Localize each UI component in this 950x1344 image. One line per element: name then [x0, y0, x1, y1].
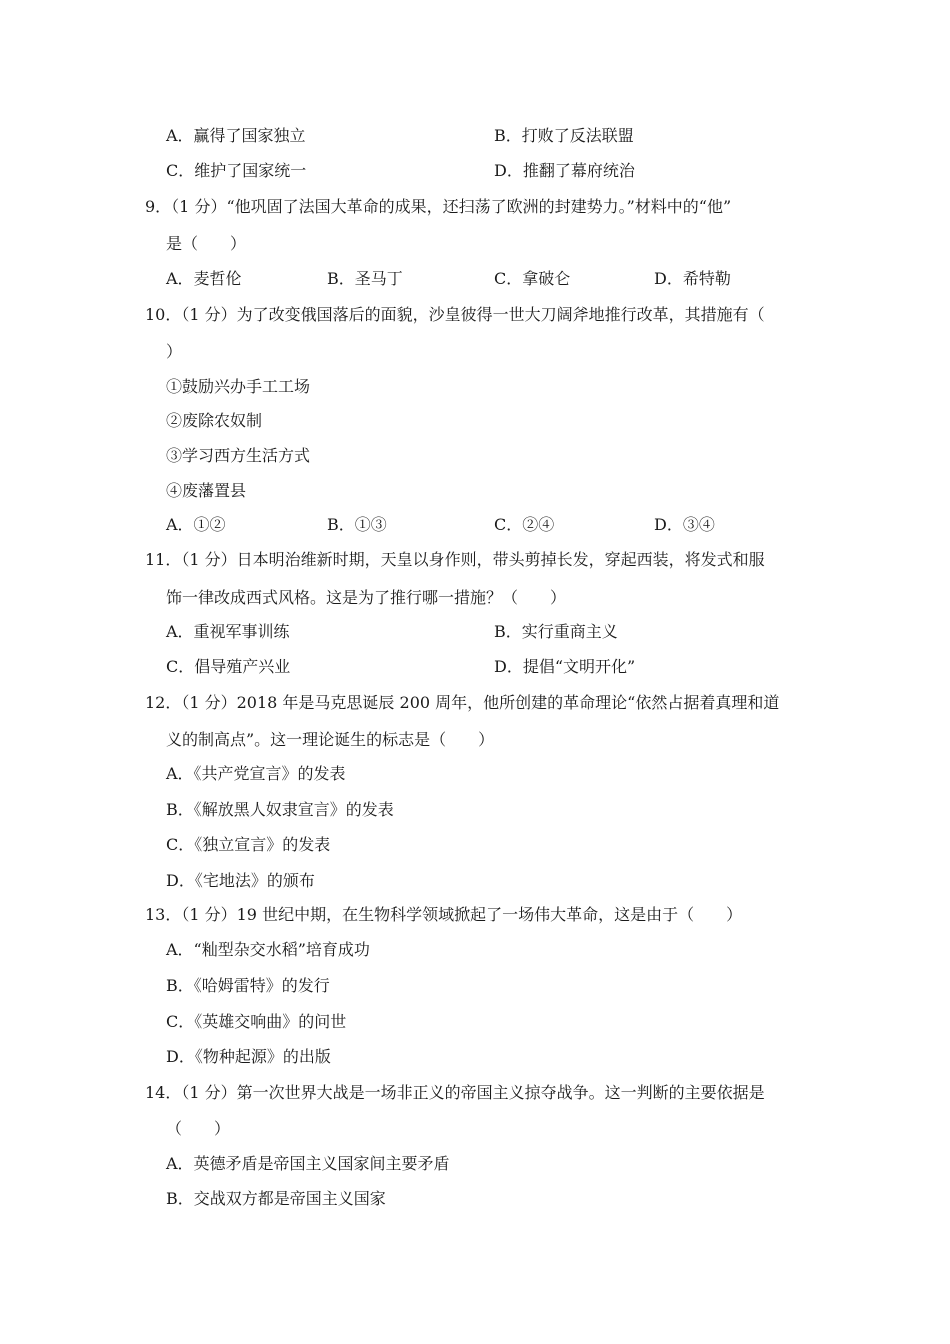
q12-option-b: B．《解放黑人奴隶宣言》的发表	[166, 800, 394, 819]
q12-stem: 12．（1 分）2018 年是马克思诞辰 200 周年，他所创建的革命理论“依然占据着真理和道	[145, 693, 780, 712]
q10-item-1: ①鼓励兴办手工工场	[166, 377, 311, 396]
q14-option-a: A．英德矛盾是帝国主义国家间主要矛盾	[166, 1154, 450, 1173]
q14-stem-cont: （ ）	[166, 1119, 231, 1138]
q10-item-2: ②废除农奴制	[166, 411, 263, 430]
q11-stem-cont: 饰一律改成西式风格。这是为了推行哪一措施？（ ）	[166, 588, 567, 607]
q14-stem: 14．（1 分）第一次世界大战是一场非正义的帝国主义掠夺战争。这一判断的主要依据是	[145, 1083, 765, 1102]
q10-stem-cont: ）	[166, 342, 183, 361]
q9-option-d: D．希特勒	[654, 269, 731, 288]
q11-stem: 11．（1 分）日本明治维新时期，天皇以身作则，带头剪掉长发，穿起西装，将发式和服	[145, 550, 765, 569]
q8-option-c: C．维护了国家统一	[166, 161, 307, 180]
q8-option-d: D．推翻了幕府统治	[494, 161, 635, 180]
q10-stem: 10．（1 分）为了改变俄国落后的面貌，沙皇彼得一世大刀阔斧地推行改革，其措施有（	[145, 305, 765, 324]
q10-item-4: ④废藩置县	[166, 481, 247, 500]
q14-option-b: B．交战双方都是帝国主义国家	[166, 1189, 386, 1208]
q9-option-c: C．拿破仑	[494, 269, 571, 288]
q10-option-d: D．③④	[654, 515, 715, 534]
q10-option-c: C．②④	[494, 515, 555, 534]
q12-option-d: D．《宅地法》的颁布	[166, 871, 315, 890]
q13-option-d: D．《物种起源》的出版	[166, 1047, 331, 1066]
q11-option-d: D．提倡“文明开化”	[494, 657, 636, 676]
q9-option-a: A．麦哲伦	[166, 269, 242, 288]
q12-option-a: A．《共产党宣言》的发表	[166, 764, 346, 783]
q9-stem-cont: 是（ ）	[166, 234, 247, 253]
q13-option-c: C．《英雄交响曲》的问世	[166, 1012, 347, 1031]
q10-option-a: A．①②	[166, 515, 226, 534]
q10-item-3: ③学习西方生活方式	[166, 446, 311, 465]
q8-option-a: A．赢得了国家独立	[166, 126, 306, 145]
q8-option-b: B．打败了反法联盟	[494, 126, 634, 145]
q10-option-b: B．①③	[327, 515, 387, 534]
q13-stem: 13．（1 分）19 世纪中期，在生物科学领域掀起了一场伟大革命，这是由于（ ）	[145, 905, 743, 924]
q11-option-c: C．倡导殖产兴业	[166, 657, 291, 676]
q12-option-c: C．《独立宣言》的发表	[166, 835, 331, 854]
q9-stem: 9．（1 分）“他巩固了法国大革命的成果，还扫荡了欧洲的封建势力。”材料中的“他”	[145, 197, 732, 216]
q11-option-b: B．实行重商主义	[494, 622, 618, 641]
q13-option-a: A．“籼型杂交水稻”培育成功	[166, 940, 370, 959]
q12-stem-cont: 义的制高点”。这一理论诞生的标志是（ ）	[166, 730, 495, 749]
q11-option-a: A．重视军事训练	[166, 622, 290, 641]
q13-option-b: B．《哈姆雷特》的发行	[166, 976, 330, 995]
q9-option-b: B．圣马丁	[327, 269, 403, 288]
